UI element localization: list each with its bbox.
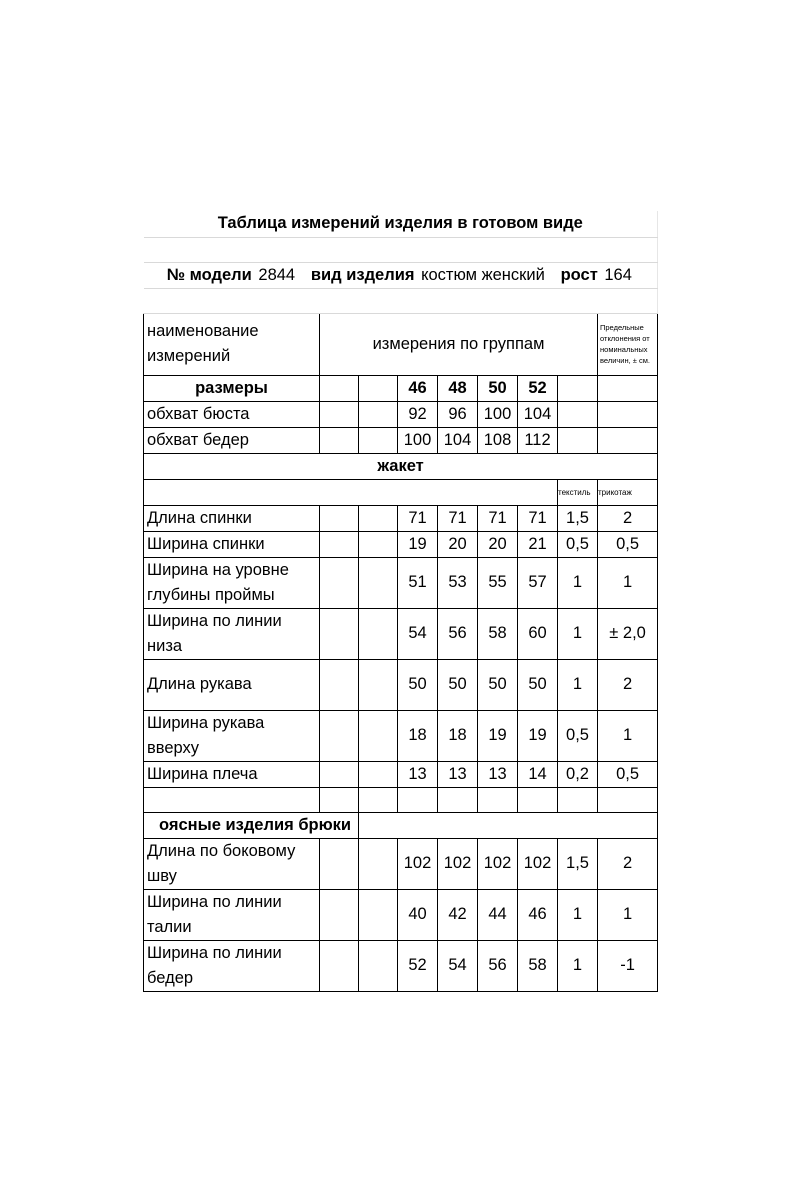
value-cell: 51 [398,557,438,608]
table-row [144,427,658,453]
tolerance-textile: 1 [558,889,598,940]
value-cell: 92 [398,401,438,427]
value-cell: 40 [398,889,438,940]
value-cell: 13 [438,761,478,787]
value-cell: 71 [438,505,478,531]
value-cell: 112 [518,427,558,453]
value-cell: 13 [478,761,518,787]
size-chart-table [143,211,658,992]
tolerance-textile: 1 [558,608,598,659]
value-cell: 19 [398,531,438,557]
tolerance-knit: 2 [598,659,658,710]
size-cell: 50 [478,375,518,401]
value-cell: 102 [478,838,518,889]
value-cell: 50 [478,659,518,710]
tolerance-textile: 0,5 [558,710,598,761]
value-cell: 55 [478,557,518,608]
value-cell: 52 [398,940,438,991]
size-cell: 48 [438,375,478,401]
tolerance-knit: 0,5 [598,761,658,787]
tolerance-knit: 2 [598,838,658,889]
value-cell: 20 [478,531,518,557]
value-cell: 20 [438,531,478,557]
row-label: Ширина плеча [144,761,320,787]
spacer-row [144,237,658,262]
value-cell: 108 [478,427,518,453]
value-cell: 57 [518,557,558,608]
table-row [144,531,658,557]
value-cell: 19 [478,710,518,761]
value-cell: 50 [398,659,438,710]
section-title-trousers: оясные изделия брюки [144,812,359,838]
row-label: Ширина по линии низа [144,608,320,659]
sizes-row [144,375,658,401]
value-cell: 71 [398,505,438,531]
value-cell: 18 [438,710,478,761]
row-label: обхват бедер [144,427,320,453]
empty-row [144,787,658,812]
groups-column-header: измерения по группам [320,313,598,375]
height-value: 164 [604,265,632,284]
row-label: Ширина по линии бедер [144,940,320,991]
table-row [144,401,658,427]
row-label: Ширина на уровне глубины проймы [144,557,320,608]
title-row [144,211,658,237]
value-cell: 42 [438,889,478,940]
value-cell: 104 [518,401,558,427]
table-row [144,838,658,889]
name-column-header: наименование измерений [144,313,320,375]
tolerance-textile: 1,5 [558,838,598,889]
table-row [144,761,658,787]
value-cell: 50 [518,659,558,710]
value-cell: 71 [478,505,518,531]
row-label: Длина рукава [144,659,320,710]
tolerance-knit: 1 [598,889,658,940]
tolerance-column-header: Предельные отклонения от номинальных величин, ± см. [598,313,658,375]
value-cell: 100 [398,427,438,453]
tolerance-textile: 1 [558,557,598,608]
model-label: № модели [166,265,252,284]
row-label: Длина спинки [144,505,320,531]
table-row [144,710,658,761]
value-cell: 18 [398,710,438,761]
value-cell: 56 [438,608,478,659]
value-cell: 104 [438,427,478,453]
value-cell: 96 [438,401,478,427]
value-cell: 102 [398,838,438,889]
model-info [144,262,658,288]
table-row [144,608,658,659]
value-cell: 46 [518,889,558,940]
table-row [144,940,658,991]
tolerance-knit: 2 [598,505,658,531]
value-cell: 13 [398,761,438,787]
value-cell: 60 [518,608,558,659]
table-row [144,889,658,940]
tolerance-knit: -1 [598,940,658,991]
tolerance-textile: 1 [558,659,598,710]
value-cell: 58 [478,608,518,659]
value-cell: 58 [518,940,558,991]
tolerance-subheader-row [144,479,658,505]
sheet-title: Таблица измерений изделия в готовом виде [144,211,658,237]
tolerance-textile: 0,2 [558,761,598,787]
tolerance-knit: 1 [598,710,658,761]
section-row [144,812,658,838]
value-cell: 54 [438,940,478,991]
type-label: вид изделия [310,265,415,284]
row-label: Ширина рукава вверху [144,710,320,761]
row-label: Ширина спинки [144,531,320,557]
section-row [144,453,658,479]
tolerance-textile: 0,5 [558,531,598,557]
value-cell: 100 [478,401,518,427]
row-label: обхват бюста [144,401,320,427]
tolerance-textile: 1,5 [558,505,598,531]
size-cell: 52 [518,375,558,401]
value-cell: 56 [478,940,518,991]
tolerance-knit-label: трикотаж [598,479,658,505]
size-cell: 46 [398,375,438,401]
value-cell: 54 [398,608,438,659]
type-value: костюм женский [421,265,545,284]
row-label: Ширина по линии талии [144,889,320,940]
table-row [144,659,658,710]
value-cell: 50 [438,659,478,710]
model-info-row [144,262,658,288]
height-label: рост [560,265,598,284]
value-cell: 71 [518,505,558,531]
section-title-jacket: жакет [144,453,658,479]
value-cell: 102 [438,838,478,889]
tolerance-textile-label: текстиль [558,479,598,505]
value-cell: 53 [438,557,478,608]
model-value: 2844 [258,265,296,284]
tolerance-textile: 1 [558,940,598,991]
value-cell: 44 [478,889,518,940]
table-row [144,505,658,531]
value-cell: 21 [518,531,558,557]
tolerance-knit: 1 [598,557,658,608]
row-label: Длина по боковому шву [144,838,320,889]
table-row [144,557,658,608]
spacer-row [144,288,658,313]
value-cell: 19 [518,710,558,761]
tolerance-knit: ± 2,0 [598,608,658,659]
header-row [144,313,658,375]
sizes-label: размеры [144,375,320,401]
value-cell: 102 [518,838,558,889]
value-cell: 14 [518,761,558,787]
tolerance-knit: 0,5 [598,531,658,557]
